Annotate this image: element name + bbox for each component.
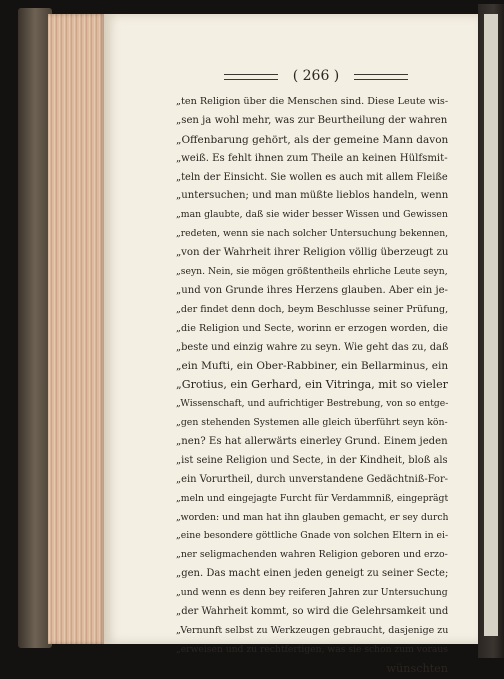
text-line: „der findet denn doch, beym Beschlusse seiner Prüfung, [176,303,448,315]
book-cover-left [18,8,52,648]
catchword: wünschten [386,661,448,675]
text-line: „seyn. Nein, sie mögen größtentheils ehrliche Leute seyn, [176,266,448,278]
header-rule-right [354,74,408,80]
text-line: „nen? Es hat allerwärts einerley Grund. Einem jeden [176,436,448,448]
page-number: ( 266 ) [292,68,340,84]
text-line: „Offenbarung gehört, als der gemeine Mann davon [176,133,448,146]
next-page-edge [484,14,498,636]
text-line: „man glaubte, daß sie wider besser Wissen und Gewissen [176,209,448,221]
page-edges [48,14,106,644]
text-line: „die Religion und Secte, worinn er erzogen worden, die [176,322,448,334]
text-line: „Vernunft selbst zu Werkzeugen gebraucht, dasjenige zu [176,624,448,636]
page-header [224,66,408,86]
text-line: „weiß. Es fehlt ihnen zum Theile an keinen Hülfsmit- [176,152,448,164]
text-line: „ist seine Religion und Secte, in der Kindheit, bloß als [176,454,448,466]
text-line: „und von Grunde ihres Herzens glauben. Aber ein je- [176,284,448,296]
text-line: „ein Vorurtheil, durch unverstandene Gedächtniß-For- [176,473,448,485]
text-line: „Grotius, ein Gerhard, ein Vitringa, mit so vieler [176,378,448,392]
text-line: „eine besondere göttliche Gnade von solchen Eltern in ei- [176,530,448,542]
text-line: „der Wahrheit kommt, so wird die Gelehrsamkeit und [176,606,448,618]
text-line: „gen stehenden Systemen alle gleich überführt seyn kön- [176,417,448,429]
text-line: „erweisen und zu rechtfertigen, was sie schon zum voraus [176,643,448,655]
text-line: „meln und eingejagte Furcht für Verdammniß, eingeprägt [176,492,448,504]
text-line: „ten Religion über die Menschen sind. Diese Leute wis- [176,96,448,107]
text-line: „gen. Das macht einen jeden geneigt zu seiner Secte; [176,568,448,580]
text-line: „ein Mufti, ein Ober-Rabbiner, ein Bellarminus, ein [176,360,448,373]
text-line: „beste und einzig wahre zu seyn. Wie geht das zu, daß [176,341,448,353]
text-line: „von der Wahrheit ihrer Religion völlig überzeugt zu [176,247,448,259]
text-line: „worden: und man hat ihn glauben gemacht, er sey durch [176,511,448,523]
text-line: „sen ja wohl mehr, was zur Beurtheilung der wahren [176,114,448,126]
page-text [176,93,448,679]
text-line: „Wissenschaft, und aufrichtiger Bestrebung, von so entge- [176,398,448,410]
text-line: „redeten, wenn sie nach solcher Untersuchung bekennen, [176,228,448,240]
text-line: „teln der Einsicht. Sie wollen es auch mit allem Fleiße [176,171,448,183]
text-line: „und wenn es denn bey reiferen Jahren zur Untersuchung [176,587,448,599]
text-line: „ner seligmachenden wahren Religion geboren und erzo- [176,549,448,561]
text-line: „untersuchen; und man müßte lieblos handeln, wenn [176,190,448,202]
